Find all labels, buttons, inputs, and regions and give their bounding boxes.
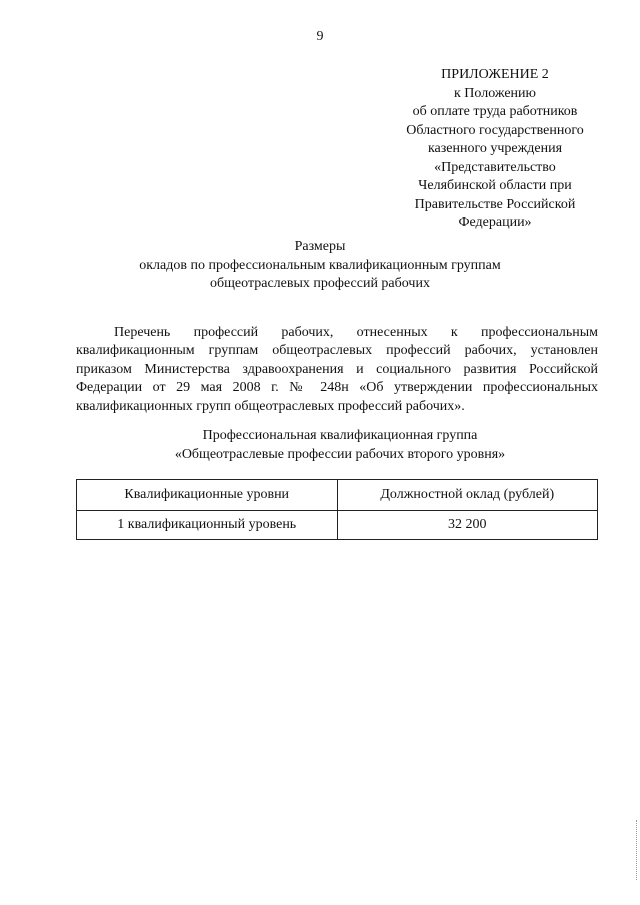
intro-line: Перечень профессий рабочих, отнесенных к профессиональным <box>114 325 598 340</box>
title-line: окладов по профессиональным квалификационным группам <box>139 257 501 273</box>
title-line: общеотраслевых профессий рабочих <box>210 276 430 291</box>
group-heading-line: «Общеотраслевые профессии рабочих второго уровня» <box>174 446 506 462</box>
appendix-line: ПРИЛОЖЕНИЕ 2 <box>441 67 549 82</box>
table-header-row <box>77 480 598 511</box>
appendix-line: Федерации» <box>458 215 532 230</box>
appendix-line: к Положению <box>453 85 536 101</box>
intro-line: Федерации от 29 мая 2008 г. № 248н «Об утверждении профессиональных <box>76 380 598 396</box>
table-cell-level: 1 квалификационный уровень <box>77 511 338 540</box>
document-title <box>0 238 640 294</box>
group-heading-line: Профессиональная квалификационная группа <box>202 428 478 443</box>
appendix-line: казенного учреждения <box>427 141 563 156</box>
column-header-salary: Должностной оклад (рублей) <box>337 480 598 511</box>
table-cell-salary: 32 200 <box>337 511 598 540</box>
appendix-line: Челябинской области при <box>418 178 572 193</box>
appendix-header <box>360 66 630 233</box>
salary-table <box>76 479 598 540</box>
table-row <box>77 511 598 540</box>
intro-line: приказом Министерства здравоохранения и социального развития Российской <box>76 361 598 377</box>
group-heading <box>0 427 640 464</box>
page-number: 9 <box>316 29 324 44</box>
appendix-line: «Представительство <box>434 159 556 175</box>
column-header-levels: Квалификационные уровни <box>77 480 338 511</box>
appendix-line: Правительстве Российской <box>414 196 576 212</box>
appendix-line: об оплате труда работников <box>412 104 578 119</box>
scan-edge-marks <box>634 820 637 880</box>
intro-paragraph <box>76 324 598 416</box>
appendix-line: Областного государственного <box>406 122 584 138</box>
intro-line: квалификационных групп общеотраслевых профессий рабочих». <box>76 398 465 414</box>
intro-line: квалификационным группам общеотраслевых профессий рабочих, установлен <box>76 343 598 359</box>
title-line: Размеры <box>294 239 346 254</box>
